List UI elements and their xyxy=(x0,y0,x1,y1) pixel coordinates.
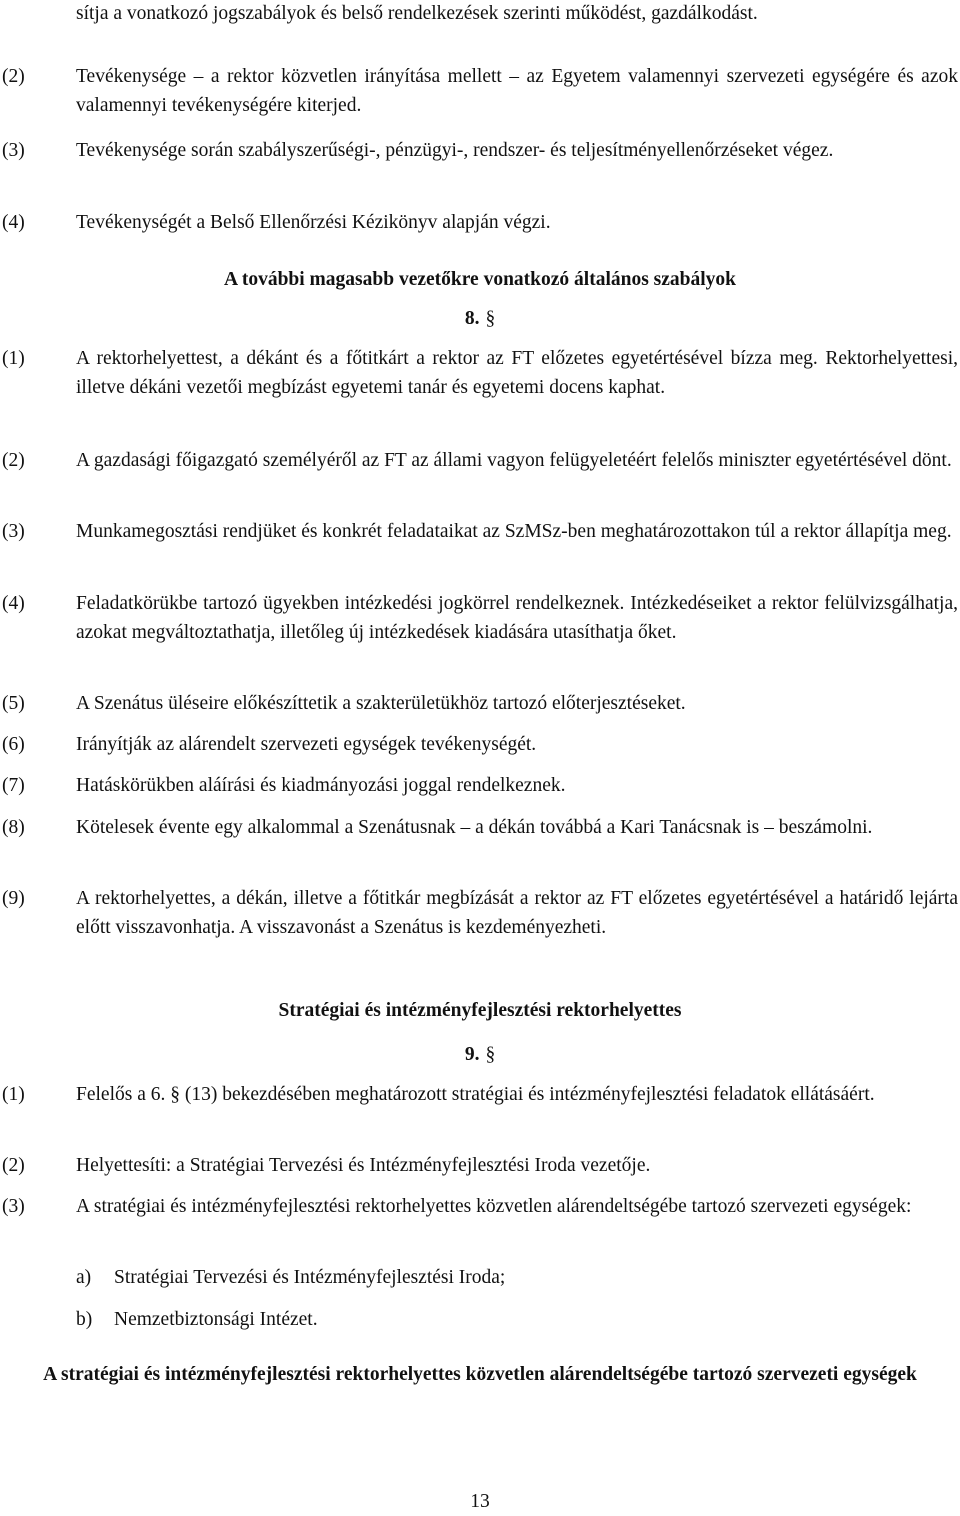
paragraph-number: (2) xyxy=(2,450,25,471)
paragraph-symbol: § xyxy=(485,308,496,329)
paragraph-8-7 xyxy=(0,771,958,800)
paragraph-text: Tevékenységét a Belső Ellenőrzési Kézikönyv alapján végzi. xyxy=(76,212,551,233)
paragraph-number: (2) xyxy=(2,66,25,87)
list-item-label: b) xyxy=(76,1309,93,1330)
paragraph-number: (4) xyxy=(2,212,25,233)
paragraph-number: (3) xyxy=(2,1196,25,1217)
list-item-text: Nemzetbiztonsági Intézet. xyxy=(114,1309,318,1330)
paragraph-symbol: § xyxy=(485,1044,496,1065)
paragraph-7-3 xyxy=(0,136,958,165)
paragraph-text: Munkamegosztási rendjüket és konkrét feladataikat az SzMSz-ben meghatározottakon túl a rektor állapítja meg. xyxy=(76,521,952,542)
paragraph-text: Tevékenysége – a rektor közvetlen irányítása mellett – az Egyetem valamennyi szervezeti egységére és azok valamennyi tevékenységére kiterjed. xyxy=(76,66,958,116)
paragraph-9-3 xyxy=(0,1192,958,1221)
paragraph-text: A gazdasági főigazgató személyéről az FT az állami vagyon felügyeletéért felelős miniszter egyetértésével dönt. xyxy=(76,450,952,471)
section-heading: A további magasabb vezetőkre vonatkozó általános szabályok xyxy=(223,269,737,290)
paragraph-8-8 xyxy=(0,813,958,842)
section-heading: Stratégiai és intézményfejlesztési rektorhelyettes xyxy=(278,1000,682,1021)
paragraph-8-9 xyxy=(0,884,958,942)
paragraph-number: (8) xyxy=(2,817,25,838)
paragraph-8-5 xyxy=(0,689,958,718)
paragraph-number: (1) xyxy=(2,1084,25,1105)
paragraph-9-1 xyxy=(0,1080,958,1109)
paragraph-text: Tevékenysége során szabályszerűségi-, pénzügyi-, rendszer- és teljesítményellenőrzéseket végez. xyxy=(76,140,834,161)
paragraph-text: Kötelesek évente egy alkalommal a Szenátusnak – a dékán továbbá a Kari Tanácsnak is – beszámolni. xyxy=(76,817,873,838)
paragraph-7-2 xyxy=(0,62,958,120)
paragraph-text: A stratégiai és intézményfejlesztési rektorhelyettes közvetlen alárendeltségébe tartozó szervezeti egységek: xyxy=(76,1196,912,1217)
paragraph-number: (5) xyxy=(2,693,25,714)
paragraph-9-2 xyxy=(0,1151,958,1180)
paragraph-8-6 xyxy=(0,730,958,759)
paragraph-text: Felelős a 6. § (13) bekezdésében meghatározott stratégiai és intézményfejlesztési feladatok ellátásáért. xyxy=(76,1084,875,1105)
paragraph-number: (3) xyxy=(2,521,25,542)
paragraph-number: (4) xyxy=(2,593,25,614)
list-item-label: a) xyxy=(76,1267,92,1288)
paragraph-8-1 xyxy=(0,344,958,402)
paragraph-text: Feladatkörükbe tartozó ügyekben intézkedési jogkörrel rendelkeznek. Intézkedéseiket a rektor felülvizsgálhatja, azokat megváltoztathatja, illetőleg új intézkedések kiadására utasíthatja őket. xyxy=(76,593,958,643)
paragraph-8-2 xyxy=(0,446,958,475)
page-number: 13 xyxy=(470,1491,490,1512)
paragraph-number: (1) xyxy=(2,348,25,369)
paragraph-number: (3) xyxy=(2,140,25,161)
paragraph-text: Helyettesíti: a Stratégiai Tervezési és Intézményfejlesztési Iroda vezetője. xyxy=(76,1155,651,1176)
final-heading: A stratégiai és intézményfejlesztési rektorhelyettes közvetlen alárendeltségébe tartozó szervezeti egységek xyxy=(43,1364,917,1385)
paragraph-number: (7) xyxy=(2,775,25,796)
paragraph-8-4 xyxy=(0,589,958,647)
section-8-title xyxy=(0,304,960,333)
paragraph-text: Irányítják az alárendelt szervezeti egységek tevékenységét. xyxy=(76,734,537,755)
paragraph-text: A Szenátus üléseire előkészíttetik a szakterületükhöz tartozó előterjesztéseket. xyxy=(76,693,686,714)
section-9-title xyxy=(0,1040,960,1069)
list-item-text: Stratégiai Tervezési és Intézményfejlesztési Iroda; xyxy=(114,1267,506,1288)
paragraph-number: (2) xyxy=(2,1155,25,1176)
section-number: 8. xyxy=(464,308,480,329)
paragraph-7-4 xyxy=(0,208,958,237)
list-item xyxy=(76,1263,956,1292)
paragraph-number: (9) xyxy=(2,888,25,909)
section-number: 9. xyxy=(464,1044,480,1065)
paragraph-number: (6) xyxy=(2,734,25,755)
paragraph-text: Hatáskörükben aláírási és kiadmányozási joggal rendelkeznek. xyxy=(76,775,566,796)
list-item xyxy=(76,1305,956,1334)
paragraph-8-3 xyxy=(0,517,958,546)
continuation-paragraph: sítja a vonatkozó jogszabályok és belső rendelkezések szerinti működést, gazdálkodást. xyxy=(76,3,758,24)
paragraph-text: A rektorhelyettes, a dékán, illetve a főtitkár megbízását a rektor az FT előzetes egyetértésével a határidő lejárta előtt visszavonhatja. A visszavonást a Szenátus is kezdeményezheti. xyxy=(76,888,958,938)
paragraph-text: A rektorhelyettest, a dékánt és a főtitkárt a rektor az FT előzetes egyetértésével bízza meg. Rektorhelyettesi, illetve dékáni vezetői megbízást egyetemi tanár és egyetemi docens kaphat. xyxy=(76,348,958,398)
